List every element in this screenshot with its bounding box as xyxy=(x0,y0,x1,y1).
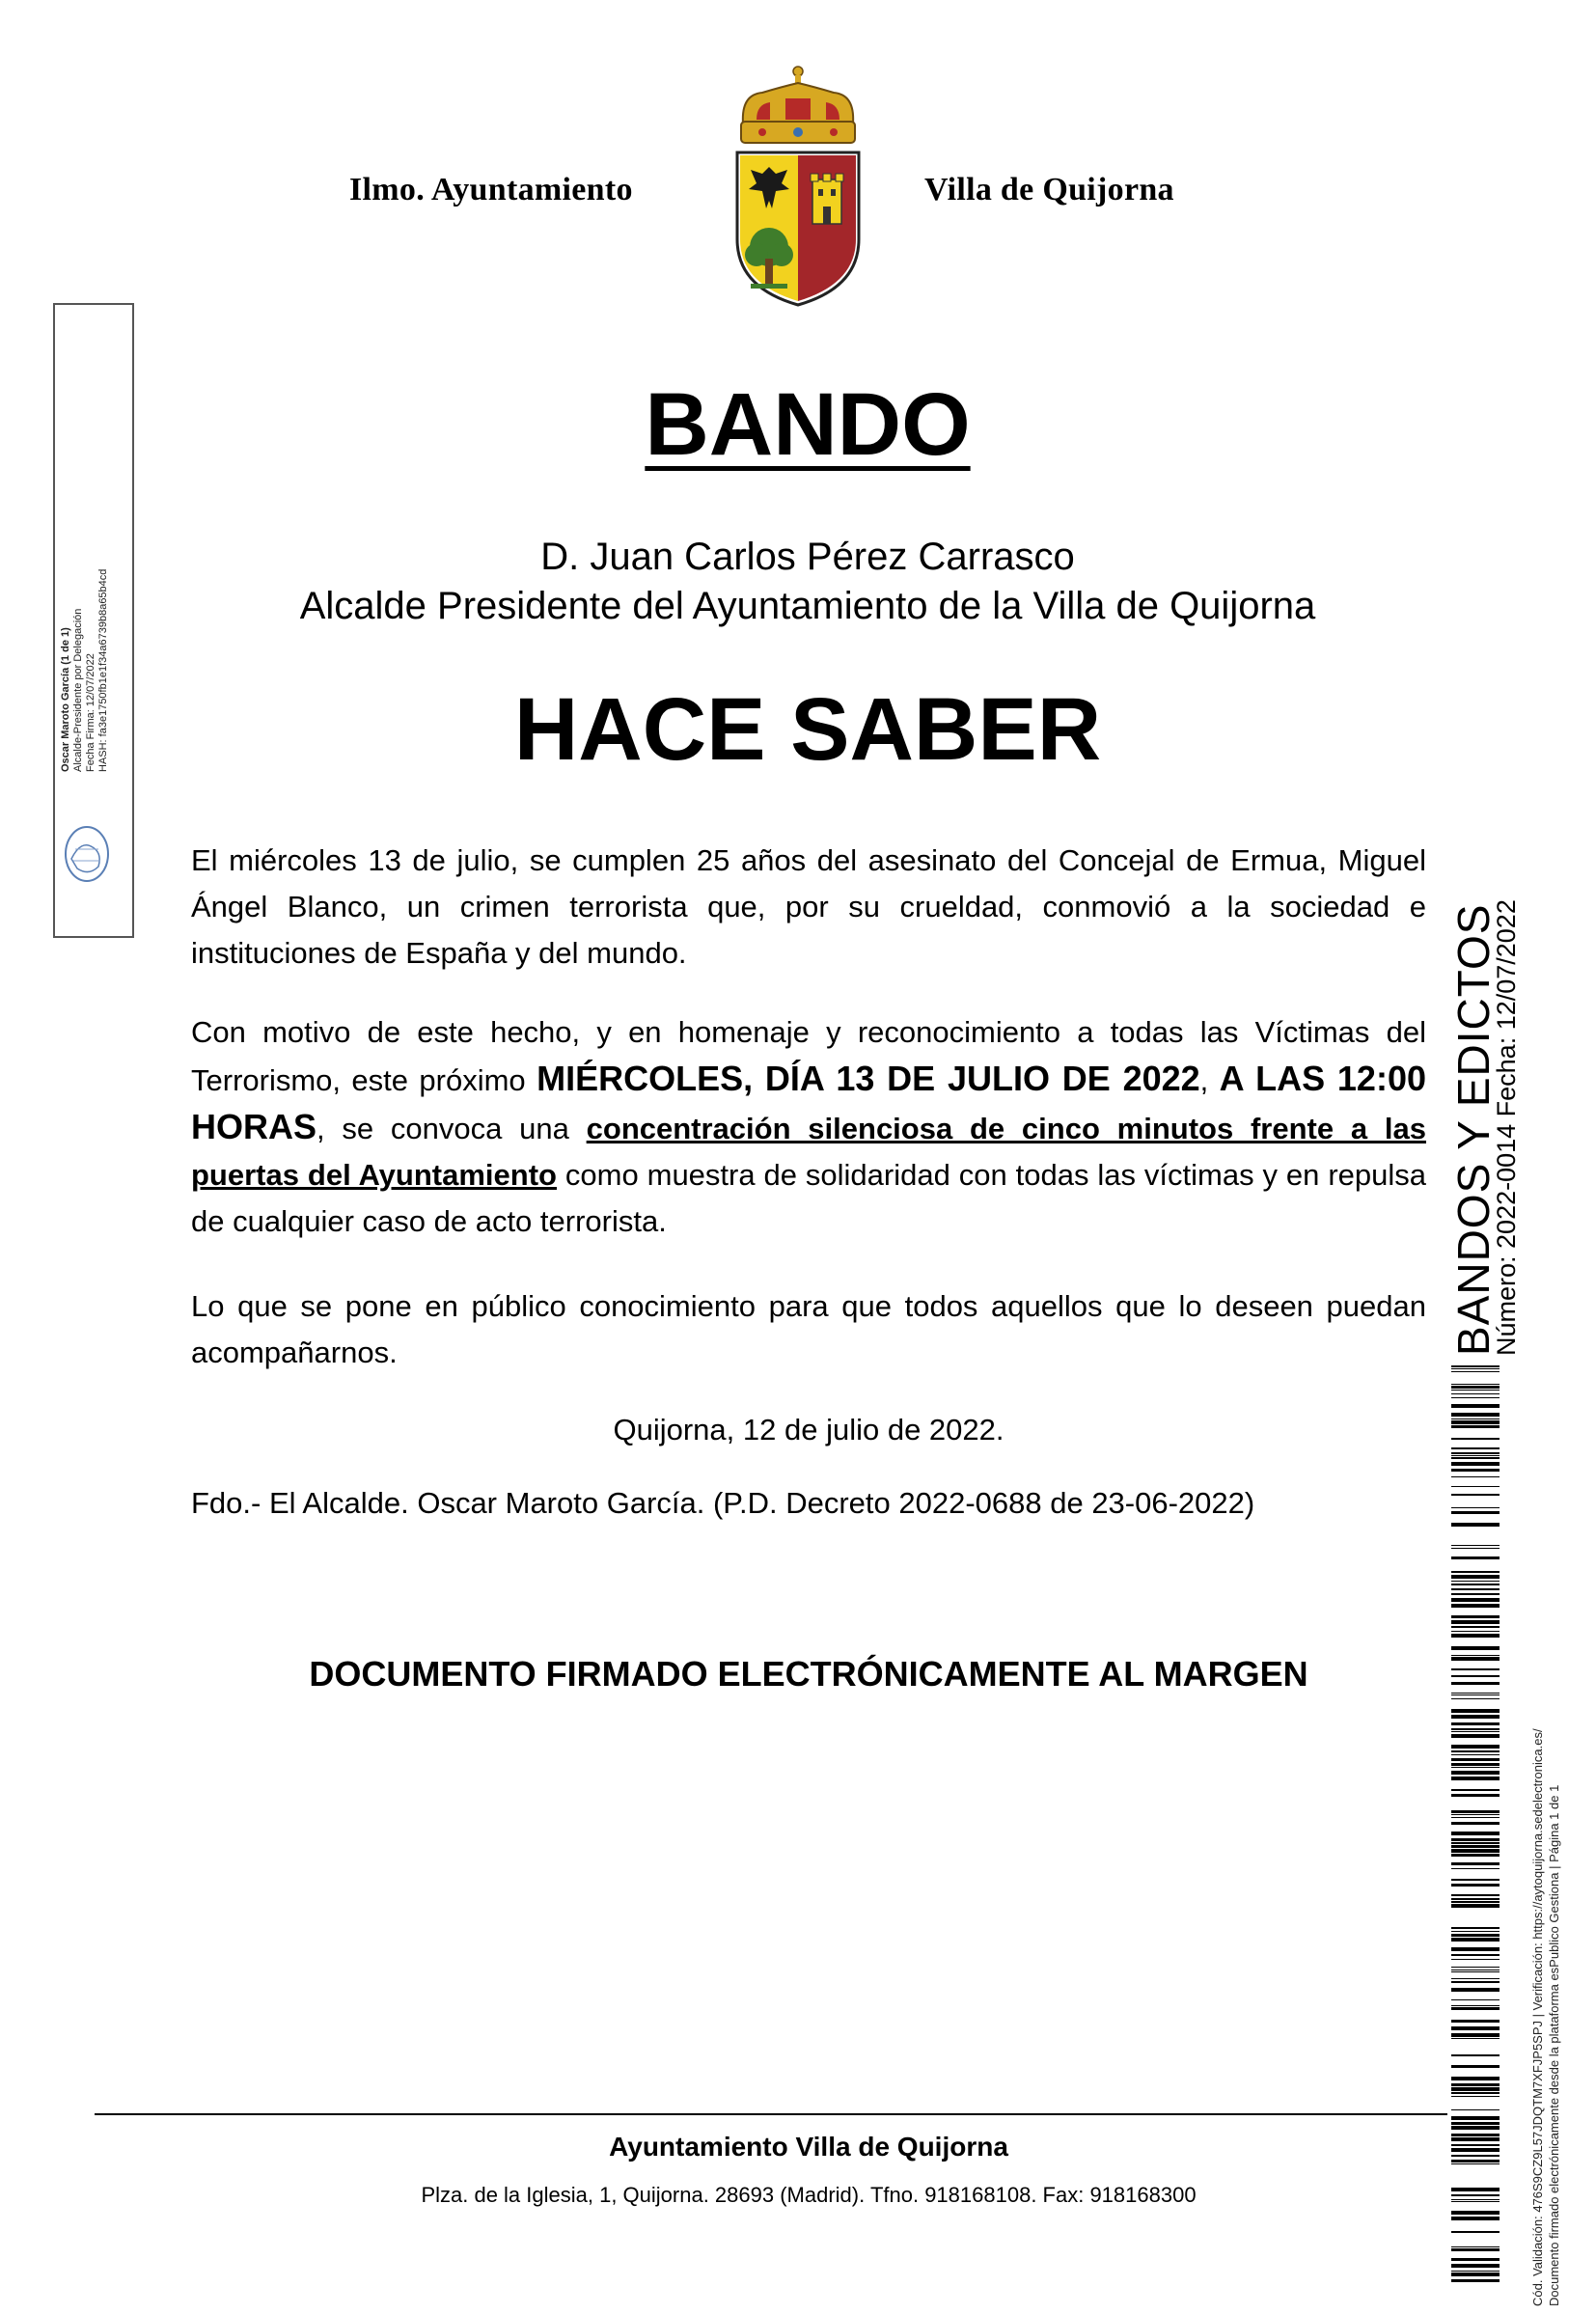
place-date-line: Quijorna, 12 de julio de 2022. xyxy=(613,1413,1004,1446)
margin-category: BANDOS Y EDICTOS xyxy=(1448,903,1499,1356)
header-left-text: Ilmo. Ayuntamiento xyxy=(349,172,633,207)
footer-divider xyxy=(95,2113,1447,2115)
mayor-title: Alcalde Presidente del Ayuntamiento de la Villa de Quijorna xyxy=(299,585,1316,627)
signature-date: Fecha Firma: 12/07/2022 xyxy=(85,653,96,772)
platform-note: Documento firmado electrónicamente desde la plataforma esPublico Gestiona | Página 1 de 1 xyxy=(1547,1784,1561,2306)
heading-hace-saber: HACE SABER xyxy=(513,680,1102,779)
header-right-text: Villa de Quijorna xyxy=(924,172,1174,207)
shield-icon xyxy=(737,152,859,305)
signer-role: Alcalde-Presidente por Delegación xyxy=(72,608,84,772)
validation-code: Cód. Validación: 476S9CZ9L57JDQTM7XFJP5SPJ | Verificación: https://aytoquijorna.sedelectronica.es/ xyxy=(1530,1728,1545,2306)
p2-date-emphasis: MIÉRCOLES, DÍA 13 DE JULIO DE 2022 xyxy=(537,1059,1200,1098)
signed-by-line: Fdo.- El Alcalde. Oscar Maroto García. (P.D. Decreto 2022-0688 de 23-06-2022) xyxy=(191,1486,1255,1520)
paragraph-1: El miércoles 13 de julio, se cumplen 25 años del asesinato del Concejal de Ermua, Miguel Ángel Blanco, un crimen terrorista que, por su crueldad, conmovió a la sociedad e instituciones de España y del mundo. xyxy=(191,843,1426,970)
margin-number-date: Número: 2022-0014 Fecha: 12/07/2022 xyxy=(1492,899,1521,1356)
coat-of-arms-icon xyxy=(733,66,863,307)
mayor-name: D. Juan Carlos Pérez Carrasco xyxy=(540,536,1075,578)
document-title: BANDO xyxy=(645,375,971,474)
footer-organization: Ayuntamiento Villa de Quijorna xyxy=(609,2132,1008,2162)
paragraph-3: Lo que se pone en público conocimiento para que todos aquellos que lo deseen puedan acompañarnos. xyxy=(191,1289,1426,1369)
p2-text-e: , se convoca una xyxy=(316,1112,587,1145)
signature-hash: HASH: fa3e1750fb1e1f34a6739b8a65b4cd xyxy=(97,568,109,772)
signature-seal-icon xyxy=(60,820,114,888)
paragraph-2 xyxy=(191,1009,1426,1245)
crown-icon xyxy=(741,67,855,143)
p2-text-g: como muestra de solidaridad con todas las víctimas y en repulsa de cualquier caso de acto terrorista. xyxy=(191,1158,1427,1238)
p2-event-underlined: concentración silenciosa de cinco minutos frente a las puertas del Ayuntamiento xyxy=(191,1112,1426,1192)
electronic-signature-notice: DOCUMENTO FIRMADO ELECTRÓNICAMENTE AL MARGEN xyxy=(309,1654,1308,1694)
p2-text-c: , xyxy=(1199,1063,1220,1097)
p2-time-emphasis: A LAS 12:00 HORAS xyxy=(191,1059,1426,1146)
p2-text-a: Con motivo de este hecho, y en homenaje y reconocimiento a todas las Víctimas del Terrorismo, este próximo xyxy=(191,1015,1426,1097)
footer-address: Plza. de la Iglesia, 1, Quijorna. 28693 (Madrid). Tfno. 918168108. Fax: 918168300 xyxy=(421,2183,1197,2207)
signer-name: Oscar Maroto García (1 de 1) xyxy=(60,627,71,772)
